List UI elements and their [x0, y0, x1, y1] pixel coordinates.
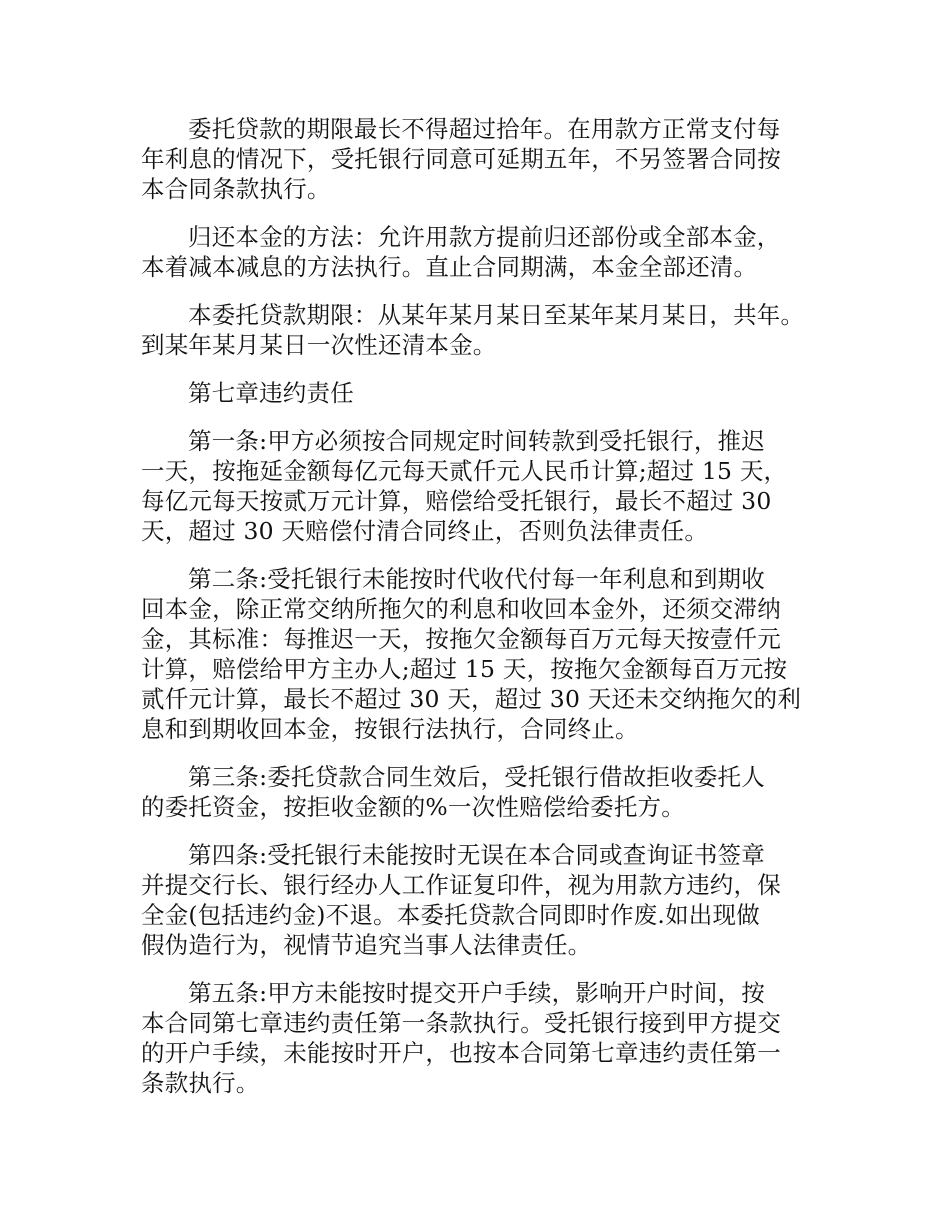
article-3: 第三条:委托贷款合同生效后，受托银行借故拒收委托人 的委托资金，按拒收金额的%一次性赔偿给委托方。	[141, 763, 765, 821]
paragraph-loan-term: 委托贷款的期限最长不得超过拾年。在用款方正常支付每 年利息的情况下，受托银行同意可延期五年，不另签署合同按 本合同条款执行。	[141, 115, 781, 203]
article-2: 第二条:受托银行未能按时代收代付每一年利息和到期收 回本金，除正常交纳所拖欠的利息和收回本金外，还须交滞纳 金，其标准：每推迟一天，按拖欠金额每百万元每天按壹仟元 计算，赔偿给甲方主办人;超过 15 天，按拖欠金额每百万元按 贰仟元计算，最长不超过 30 天，超过 30 天还未交纳拖欠的利 息和到期收回本金，按银行法执行，合同终止。	[141, 565, 802, 743]
article-1: 第一条:甲方必须按合同规定时间转款到受托银行，推迟 一天，按拖延金额每亿元每天贰仟元人民币计算;超过 15 天， 每亿元每天按贰万元计算，赔偿给受托银行，最长不超过 30 天，超过 30 天赔偿付清合同终止，否则负法律责任。	[141, 427, 788, 545]
paragraph-loan-period: 本委托贷款期限：从某年某月某日至某年某月某日，共年。 到某年某月某日一次性还清本金。	[141, 301, 805, 359]
document-body	[141, 114, 831, 1116]
chapter-heading-liability: 第七章违约责任	[188, 379, 354, 407]
paragraph-repayment-method: 归还本金的方法：允许用款方提前归还部份或全部本金， 本着减本减息的方法执行。直止合同期满，本金全部还清。	[141, 223, 781, 281]
article-4: 第四条:受托银行未能按时无误在本合同或查询证书签章 并提交行长、银行经办人工作证复印件，视为用款方违约，保 全金(包括违约金)不退。本委托贷款合同即时作废.如出现做 假伪造行为，视情节追究当事人法律责任。	[141, 841, 781, 959]
article-5: 第五条:甲方未能按时提交开户手续，影响开户时间，按 本合同第七章违约责任第一条款执行。受托银行接到甲方提交 的开户手续，未能按时开户，也按本合同第七章违约责任第一 条款执行。	[141, 979, 781, 1097]
